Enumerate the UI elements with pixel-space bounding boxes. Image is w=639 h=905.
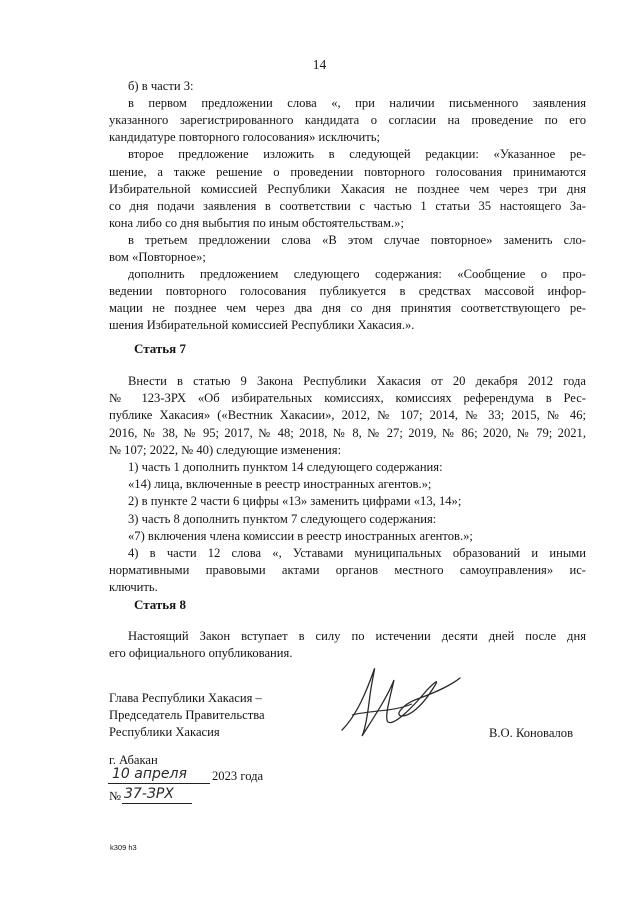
text-line: 4) в части 12 слова «, Уставами муниципальных образований и иными (128, 546, 586, 560)
text-line: мации не позднее чем через два дня со дня принятия соответствующего ре- (109, 301, 586, 316)
text-line: нормативными правовыми актами органов местного самоуправления» ис- (109, 563, 586, 578)
number-underline (122, 803, 192, 804)
signatory-title-line: Председатель Правительства (109, 708, 265, 722)
text-line: 2) в пункте 2 части 6 цифры «13» заменить цифрами «13, 14»; (128, 494, 462, 509)
text-line: кандидатуре повторного голосования» исключить; (109, 130, 381, 145)
signatory-name: В.О. Коновалов (489, 726, 574, 740)
signatory-title-line: Глава Республики Хакасия – (109, 691, 262, 705)
text-line: Внести в статью 9 Закона Республики Хакасия от 20 декабря 2012 года (128, 374, 586, 388)
text-line: ключить. (109, 580, 158, 595)
text-line: второе предложение изложить в следующей редакции: «Указанное ре- (128, 147, 586, 162)
text-line: в первом предложении слова «, при наличии письменного заявления (128, 96, 586, 111)
text-line: № 107; 2022, № 40) следующие изменения: (109, 442, 342, 457)
text-line: «14) лица, включенные в реестр иностранных агентов.»; (128, 477, 432, 492)
text-line: «7) включения члена комиссии в реестр иностранных агентов.»; (128, 528, 473, 543)
text-line: дополнить предложением следующего содержания: «Сообщение о про- (128, 267, 586, 282)
number-handwritten: 37-ЗРХ (124, 786, 174, 802)
text-line: в третьем предложении слова «В этом случае повторное» заменить сло- (128, 232, 586, 247)
text-line: № 123-ЗРХ «Об избирательных комиссиях, комиссиях референдума в Рес- (109, 391, 586, 406)
footer-code: k309 h3 (110, 843, 137, 852)
text-line: вом «Повторное»; (109, 250, 206, 264)
text-line: шение, а также решение о проведении повторного голосования принимаются (109, 164, 586, 179)
text-line: публике Хакасия» («Вестник Хакасии», 2012, № 107; 2014, № 33; 2015, № 46; (109, 408, 586, 423)
text-line: б) в части 3: (128, 79, 194, 93)
date-underline (108, 783, 210, 784)
number-prefix: № (109, 789, 122, 803)
signatory-title-line: Республики Хакасия (109, 725, 220, 739)
text-line: со дня подачи заявления в соответствии с частью 1 статьи 35 настоящего За- (109, 198, 586, 213)
text-line: указанного зарегистрированного кандидата о согласии на проведение по его (109, 113, 586, 128)
date-year: 2023 года (212, 769, 264, 783)
text-line: шения Избирательной комиссией Республики Хакасия.». (109, 318, 415, 333)
page-number: 14 (312, 57, 327, 72)
text-line: его официального опубликования. (109, 646, 293, 660)
text-line: Настоящий Закон вступает в силу по истечении десяти дней после дня (128, 629, 586, 643)
handwritten-signature (332, 660, 472, 740)
text-line: кона либо со дня выбытия по иным обстоятельствам.»; (109, 215, 404, 230)
text-line: ведении повторного голосования публикуется в средствах массовой инфор- (109, 284, 586, 299)
text-line: Избирательной комиссией Республики Хакасия не позднее чем через три дня (109, 181, 586, 196)
date-handwritten: 10 апреля (112, 766, 187, 782)
text-line: 3) часть 8 дополнить пунктом 7 следующего содержания: (128, 511, 437, 526)
city: г. Абакан (109, 753, 158, 767)
article-8-heading: Статья 8 (134, 597, 186, 612)
text-line: 1) часть 1 дополнить пунктом 14 следующего содержания: (128, 460, 443, 474)
article-7-heading: Статья 7 (134, 341, 186, 356)
text-line: 2016, № 38, № 95; 2017, № 48; 2018, № 8, № 27; 2019, № 86; 2020, № 79; 2021, (109, 425, 586, 440)
